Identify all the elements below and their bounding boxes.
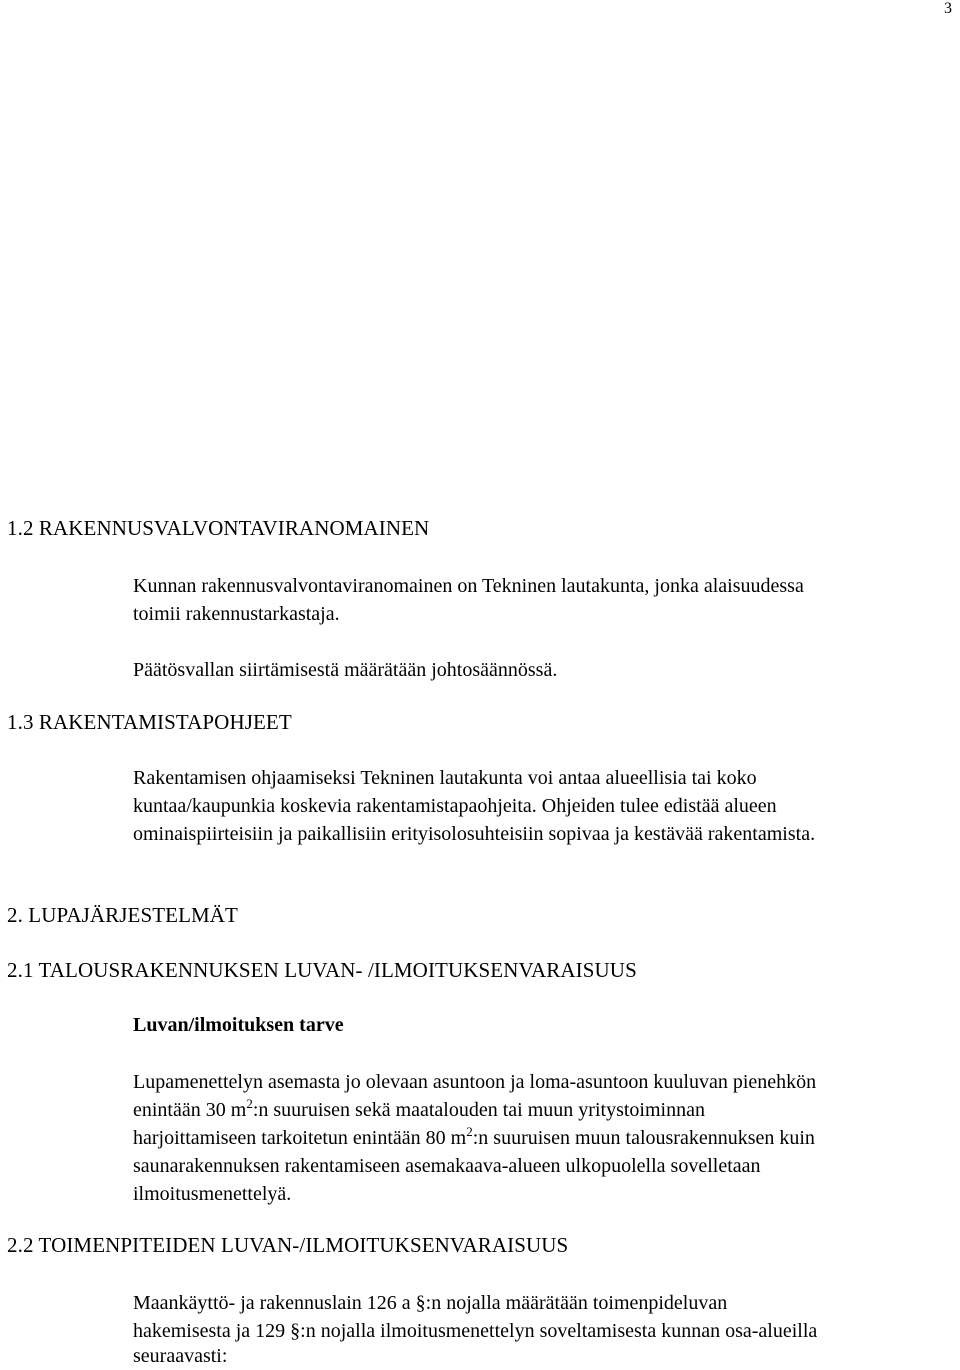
section-2-1-line2 — [133, 1096, 705, 1124]
section-2-1-line3-a: harjoittamiseen tarkoitetun enintään 80 m — [133, 1127, 467, 1149]
section-2-1-line4: saunarakennuksen rakentamiseen asemakaava-alueen ulkopuolella sovelletaan — [133, 1155, 761, 1177]
section-2-1-heading: 2.1 TALOUSRAKENNUKSEN LUVAN- /ILMOITUKSENVARAISUUS — [7, 958, 637, 982]
superscript-2: 2 — [466, 1124, 473, 1139]
section-2-1-line2-b: :n suuruisen sekä maatalouden tai muun yritystoiminnan — [252, 1099, 705, 1121]
section-1-2-para1-line1: Kunnan rakennusvalvontaviranomainen on Tekninen lautakunta, jonka alaisuudessa — [133, 575, 804, 597]
section-1-2-para1-line2: toimii rakennustarkastaja. — [133, 603, 340, 625]
section-1-3-heading: 1.3 RAKENTAMISTAPOHJEET — [7, 710, 292, 734]
page-number: 3 — [944, 0, 952, 17]
section-2-2-line3: seuraavasti: — [133, 1345, 228, 1367]
section-2-1-line1: Lupamenettelyn asemasta jo olevaan asuntoon ja loma-asuntoon kuuluvan pienehkön — [133, 1071, 817, 1093]
superscript-2: 2 — [246, 1096, 253, 1111]
section-1-3-line1: Rakentamisen ohjaamiseksi Tekninen lautakunta voi antaa alueellisia tai koko — [133, 767, 757, 789]
section-2-2-line2: hakemisesta ja 129 §:n nojalla ilmoitusmenettelyn soveltamisesta kunnan osa-alueilla — [133, 1320, 818, 1342]
section-2-2-line1: Maankäyttö- ja rakennuslain 126 a §:n nojalla määrätään toimenpideluvan — [133, 1292, 728, 1314]
section-1-3-line2: kuntaa/kaupunkia koskevia rakentamistapaohjeita. Ohjeiden tulee edistää alueen — [133, 795, 777, 817]
section-2-1-subheading: Luvan/ilmoituksen tarve — [133, 1014, 344, 1036]
section-2-2-heading: 2.2 TOIMENPITEIDEN LUVAN-/ILMOITUKSENVARAISUUS — [7, 1233, 569, 1257]
section-2-heading: 2. LUPAJÄRJESTELMÄT — [7, 903, 238, 927]
section-2-1-line3-b: :n suuruisen muun talousrakennuksen kuin — [472, 1127, 815, 1149]
section-2-1-line5: ilmoitusmenettelyä. — [133, 1183, 292, 1205]
section-2-1-line2-a: enintään 30 m — [133, 1099, 247, 1121]
section-1-3-line3: ominaispiirteisiin ja paikallisiin erityisolosuhteisiin sopivaa ja kestävää rakentamista. — [133, 823, 816, 845]
section-1-2-para2: Päätösvallan siirtämisestä määrätään johtosäännössä. — [133, 659, 558, 681]
section-1-2-heading: 1.2 RAKENNUSVALVONTAVIRANOMAINEN — [7, 516, 430, 540]
section-2-1-line3 — [133, 1124, 815, 1152]
